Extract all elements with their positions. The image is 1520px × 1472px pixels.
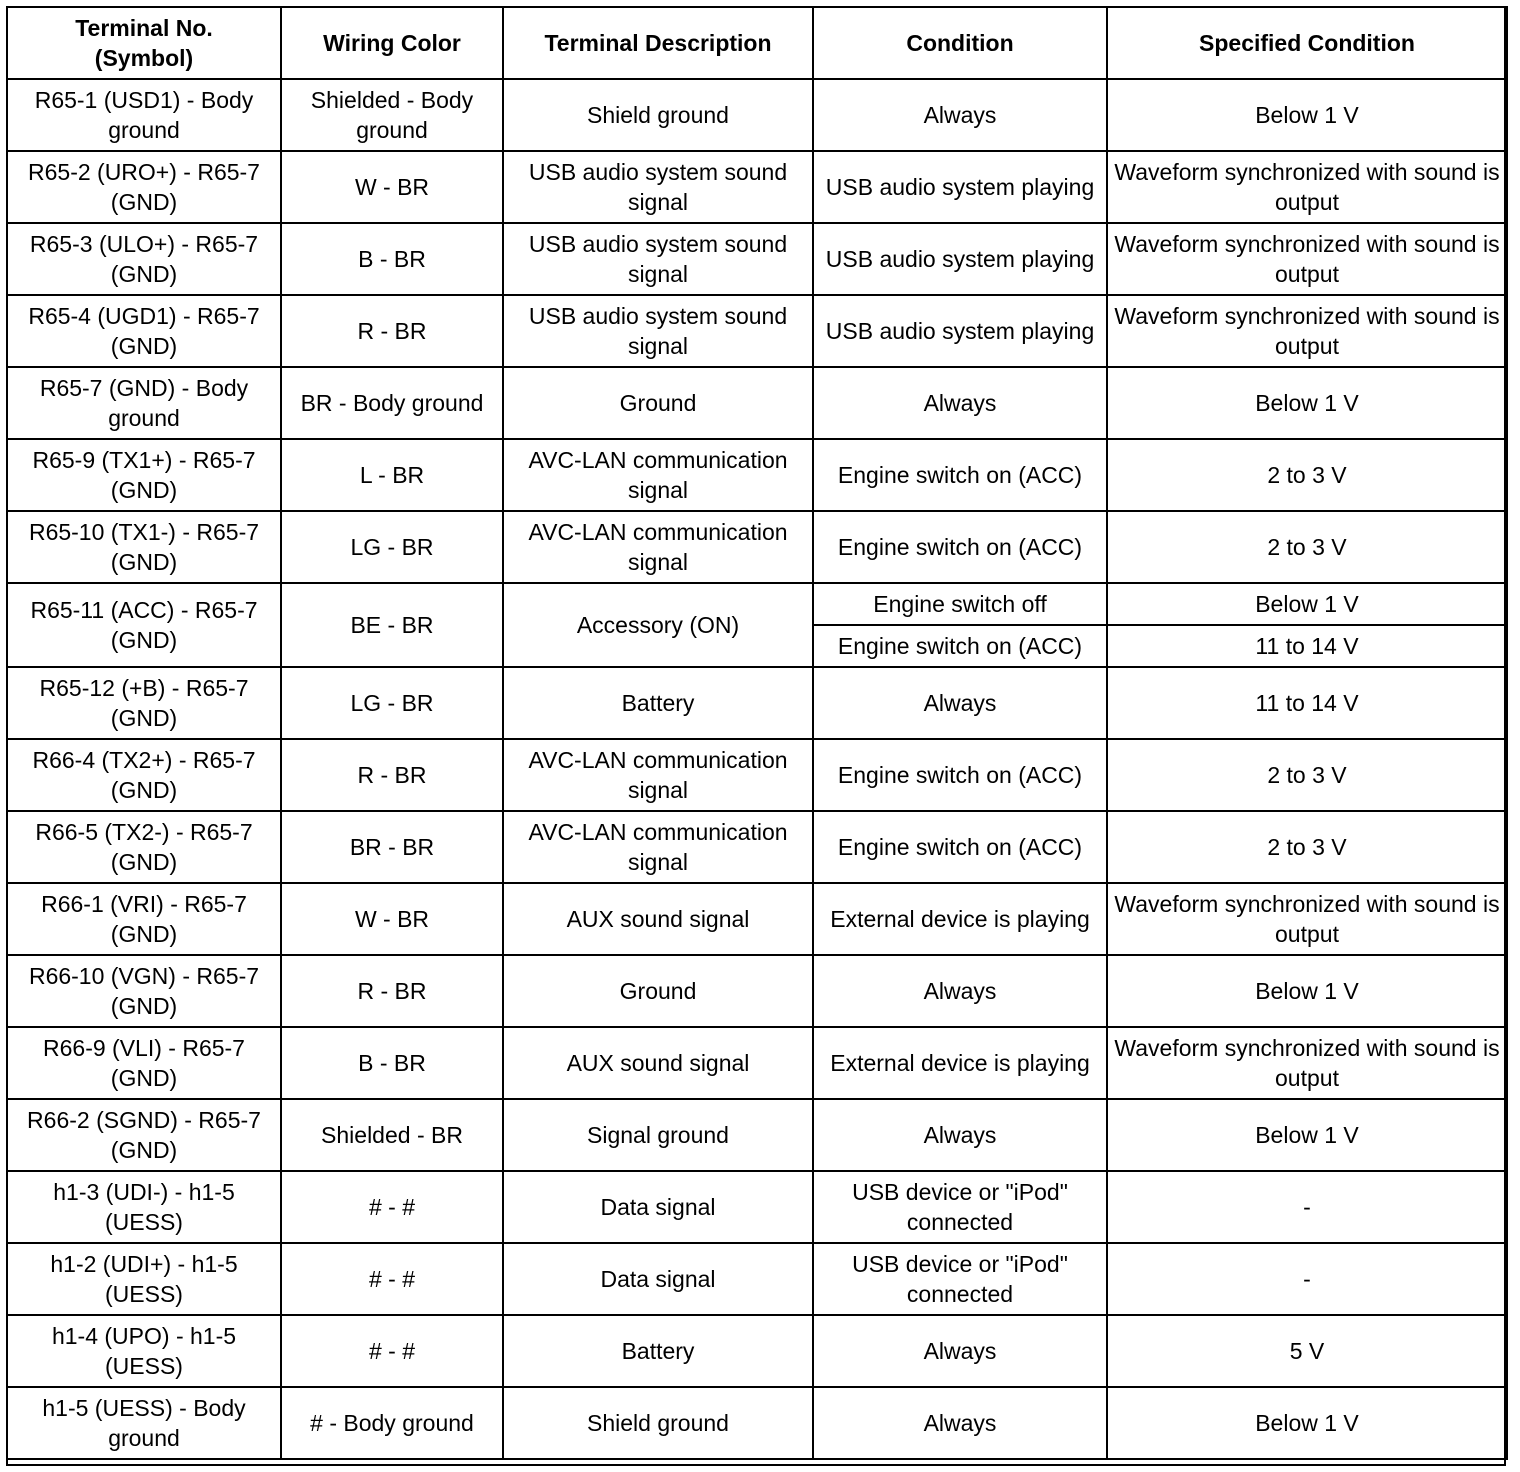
cell-condition: USB device or "iPod" connected [813, 1243, 1107, 1315]
cell-specified-condition: Waveform synchronized with sound is output [1107, 151, 1507, 223]
table-row [7, 739, 1507, 811]
cell-wiring-color: W - BR [281, 151, 503, 223]
table-row [7, 79, 1507, 151]
cell-condition: External device is playing [813, 883, 1107, 955]
cell-wiring-color: BR - Body ground [281, 367, 503, 439]
cell-terminal: R65-9 (TX1+) - R65-7 (GND) [7, 439, 281, 511]
cell-terminal: R65-4 (UGD1) - R65-7 (GND) [7, 295, 281, 367]
cell-terminal-description: AVC-LAN communication signal [503, 511, 813, 583]
cell-condition: USB audio system playing [813, 295, 1107, 367]
cell-terminal: R66-4 (TX2+) - R65-7 (GND) [7, 739, 281, 811]
cell-specified-condition: 11 to 14 V [1107, 667, 1507, 739]
cell-wiring-color: BE - BR [281, 583, 503, 667]
table-row [7, 667, 1507, 739]
cell-specified-condition: Below 1 V [1107, 367, 1507, 439]
cell-terminal: R66-10 (VGN) - R65-7 (GND) [7, 955, 281, 1027]
table-header [7, 7, 1507, 79]
table-row [7, 955, 1507, 1027]
table-row [7, 1243, 1507, 1315]
cell-specified-condition: Waveform synchronized with sound is output [1107, 223, 1507, 295]
table-row [7, 1099, 1507, 1171]
cell-terminal: R65-10 (TX1-) - R65-7 (GND) [7, 511, 281, 583]
cell-condition: Engine switch on (ACC) [813, 811, 1107, 883]
cell-terminal: h1-3 (UDI-) - h1-5 (UESS) [7, 1171, 281, 1243]
cell-terminal-description: USB audio system sound signal [503, 295, 813, 367]
cell-specified-condition: Below 1 V [1107, 1387, 1507, 1459]
cell-terminal: R65-2 (URO+) - R65-7 (GND) [7, 151, 281, 223]
table-row [7, 295, 1507, 367]
table-row [7, 1171, 1507, 1243]
header-wiring-color: Wiring Color [281, 7, 503, 79]
cell-specified-condition: Waveform synchronized with sound is output [1107, 1027, 1507, 1099]
cell-condition: Always [813, 667, 1107, 739]
cell-terminal: h1-2 (UDI+) - h1-5 (UESS) [7, 1243, 281, 1315]
cell-condition: Always [813, 1315, 1107, 1387]
cell-wiring-color: LG - BR [281, 511, 503, 583]
cell-condition: Always [813, 367, 1107, 439]
cell-terminal-description: AVC-LAN communication signal [503, 439, 813, 511]
table-row [7, 511, 1507, 583]
cell-condition: USB audio system playing [813, 151, 1107, 223]
table-row [7, 367, 1507, 439]
cell-terminal: R66-5 (TX2-) - R65-7 (GND) [7, 811, 281, 883]
cell-terminal-description: Ground [503, 367, 813, 439]
table-row [7, 1027, 1507, 1099]
table-body [7, 79, 1507, 1459]
cell-condition: Always [813, 79, 1107, 151]
cell-condition: Always [813, 1099, 1107, 1171]
cell-specified-condition: Below 1 V [1107, 1099, 1507, 1171]
terminal-table [6, 6, 1508, 1460]
header-specified-condition: Specified Condition [1107, 7, 1507, 79]
terminal-table-frame [6, 6, 1506, 1466]
table-row [7, 223, 1507, 295]
cell-terminal-description: AVC-LAN communication signal [503, 811, 813, 883]
cell-condition: External device is playing [813, 1027, 1107, 1099]
cell-condition: Always [813, 955, 1107, 1027]
table-row [7, 583, 1507, 625]
header-terminal: Terminal No. (Symbol) [7, 7, 281, 79]
cell-terminal-description: USB audio system sound signal [503, 223, 813, 295]
cell-specified-condition: 5 V [1107, 1315, 1507, 1387]
header-terminal-description: Terminal Description [503, 7, 813, 79]
cell-condition: Engine switch on (ACC) [813, 739, 1107, 811]
cell-wiring-color: Shielded - Body ground [281, 79, 503, 151]
cell-terminal-description: Shield ground [503, 79, 813, 151]
cell-wiring-color: R - BR [281, 955, 503, 1027]
cell-wiring-color: # - # [281, 1171, 503, 1243]
cell-wiring-color: Shielded - BR [281, 1099, 503, 1171]
cell-terminal-description: USB audio system sound signal [503, 151, 813, 223]
cell-specified-condition: - [1107, 1171, 1507, 1243]
cell-specified-condition: Waveform synchronized with sound is output [1107, 295, 1507, 367]
cell-wiring-color: # - # [281, 1243, 503, 1315]
cell-terminal-description: Signal ground [503, 1099, 813, 1171]
header-row [7, 7, 1507, 79]
cell-terminal-description: AUX sound signal [503, 883, 813, 955]
cell-specified-condition: Below 1 V [1107, 79, 1507, 151]
cell-wiring-color: R - BR [281, 295, 503, 367]
cell-terminal-description: Battery [503, 667, 813, 739]
cell-condition: Engine switch on (ACC) [813, 511, 1107, 583]
table-row [7, 811, 1507, 883]
cell-specified-condition: Below 1 V [1107, 955, 1507, 1027]
table-row [7, 439, 1507, 511]
cell-terminal-description: Accessory (ON) [503, 583, 813, 667]
table-row [7, 151, 1507, 223]
cell-terminal-description: AVC-LAN communication signal [503, 739, 813, 811]
cell-terminal: h1-4 (UPO) - h1-5 (UESS) [7, 1315, 281, 1387]
cell-wiring-color: # - # [281, 1315, 503, 1387]
cell-specified-condition: Below 1 V [1107, 583, 1507, 625]
cell-specified-condition: 2 to 3 V [1107, 739, 1507, 811]
cell-condition: Always [813, 1387, 1107, 1459]
cell-terminal: R65-12 (+B) - R65-7 (GND) [7, 667, 281, 739]
cell-wiring-color: W - BR [281, 883, 503, 955]
cell-terminal: h1-5 (UESS) - Body ground [7, 1387, 281, 1459]
cell-condition: Engine switch off [813, 583, 1107, 625]
cell-condition: Engine switch on (ACC) [813, 625, 1107, 667]
cell-condition: USB device or "iPod" connected [813, 1171, 1107, 1243]
cell-terminal: R66-2 (SGND) - R65-7 (GND) [7, 1099, 281, 1171]
cell-terminal-description: AUX sound signal [503, 1027, 813, 1099]
cell-terminal-description: Data signal [503, 1171, 813, 1243]
cell-condition: USB audio system playing [813, 223, 1107, 295]
cell-terminal-description: Shield ground [503, 1387, 813, 1459]
table-row [7, 883, 1507, 955]
cell-terminal: R65-11 (ACC) - R65-7 (GND) [7, 583, 281, 667]
cell-terminal-description: Battery [503, 1315, 813, 1387]
cell-wiring-color: # - Body ground [281, 1387, 503, 1459]
cell-terminal-description: Data signal [503, 1243, 813, 1315]
cell-wiring-color: LG - BR [281, 667, 503, 739]
cell-terminal: R65-3 (ULO+) - R65-7 (GND) [7, 223, 281, 295]
cell-terminal: R65-7 (GND) - Body ground [7, 367, 281, 439]
cell-terminal: R66-1 (VRI) - R65-7 (GND) [7, 883, 281, 955]
table-row [7, 1315, 1507, 1387]
cell-terminal-description: Ground [503, 955, 813, 1027]
header-condition: Condition [813, 7, 1107, 79]
cell-specified-condition: 2 to 3 V [1107, 439, 1507, 511]
cell-specified-condition: 2 to 3 V [1107, 811, 1507, 883]
cell-specified-condition: Waveform synchronized with sound is output [1107, 883, 1507, 955]
cell-condition: Engine switch on (ACC) [813, 439, 1107, 511]
cell-specified-condition: 11 to 14 V [1107, 625, 1507, 667]
cell-wiring-color: R - BR [281, 739, 503, 811]
cell-specified-condition: - [1107, 1243, 1507, 1315]
table-row [7, 1387, 1507, 1459]
cell-wiring-color: B - BR [281, 1027, 503, 1099]
cell-specified-condition: 2 to 3 V [1107, 511, 1507, 583]
cell-wiring-color: B - BR [281, 223, 503, 295]
cell-terminal: R66-9 (VLI) - R65-7 (GND) [7, 1027, 281, 1099]
cell-wiring-color: BR - BR [281, 811, 503, 883]
cell-wiring-color: L - BR [281, 439, 503, 511]
cell-terminal: R65-1 (USD1) - Body ground [7, 79, 281, 151]
